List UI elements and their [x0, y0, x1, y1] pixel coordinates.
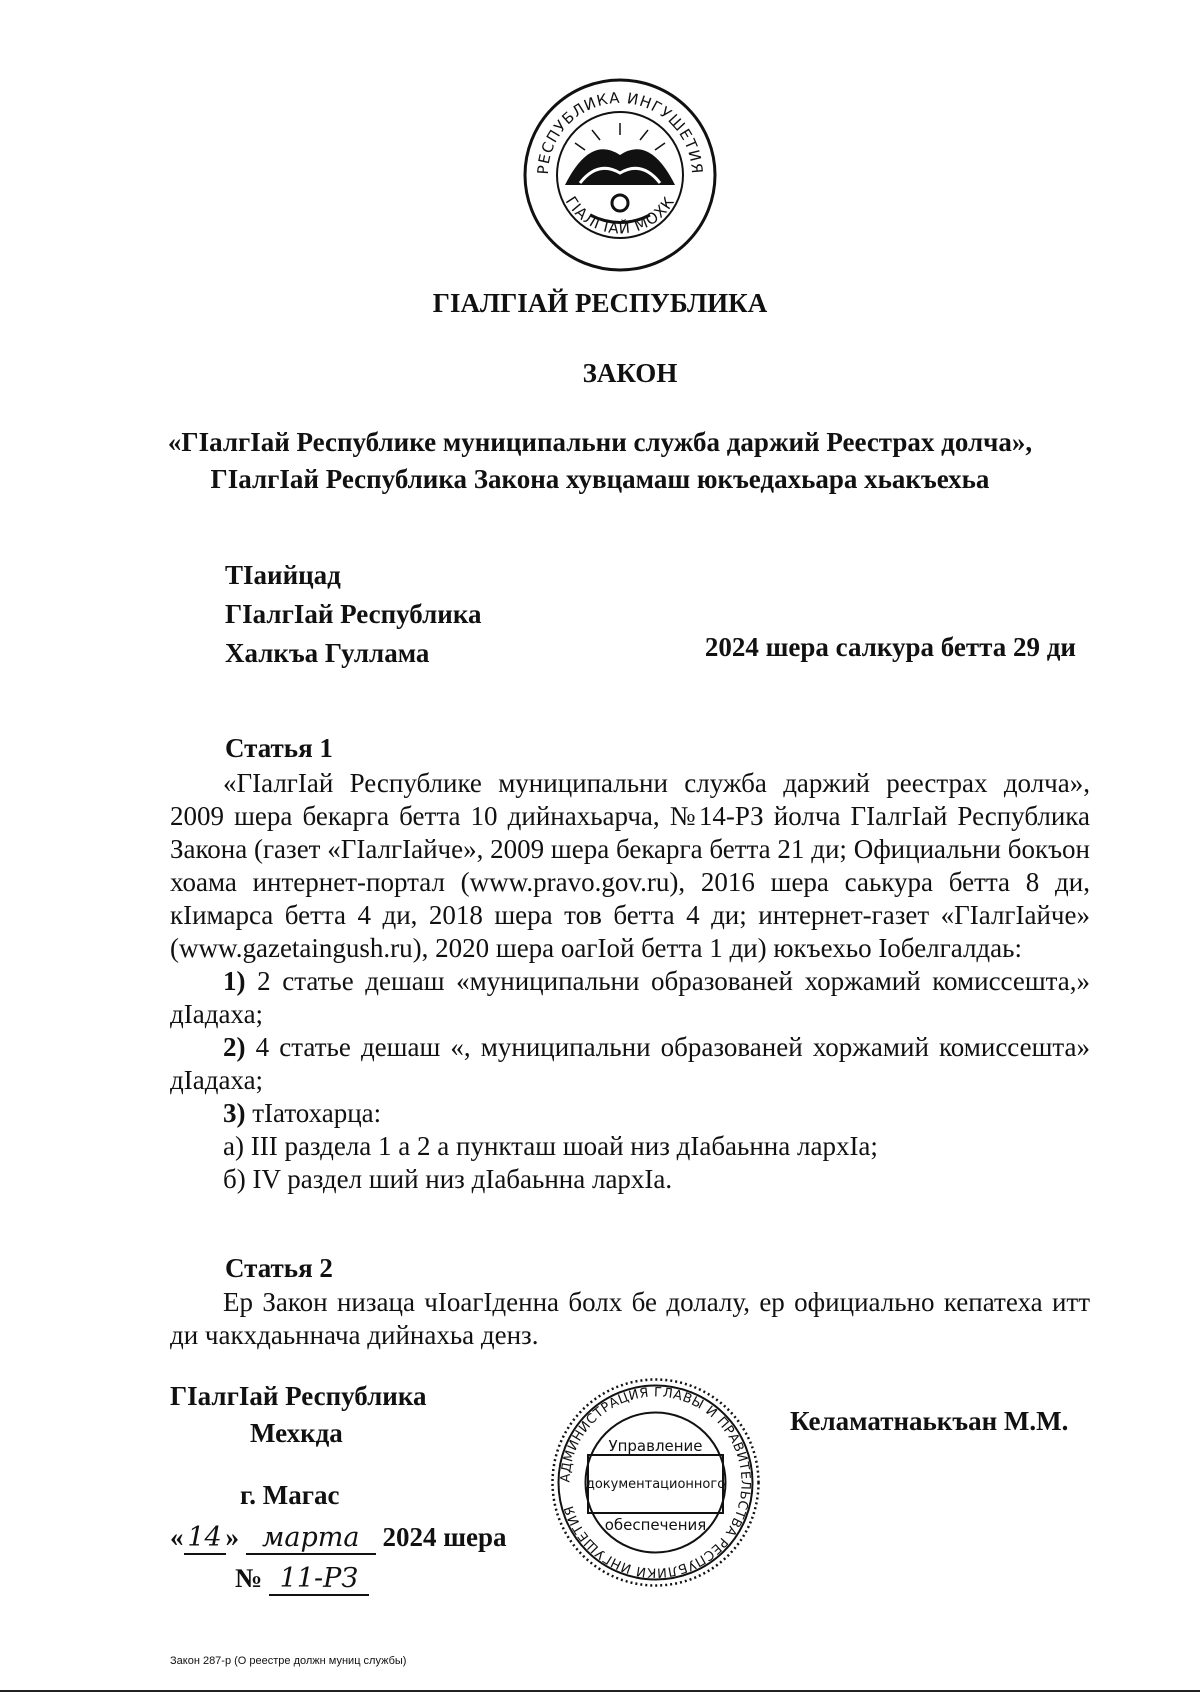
- article1-item2: [170, 1031, 1090, 1097]
- date-open-quote: «: [170, 1522, 184, 1552]
- signatory-position: Мехкда: [250, 1418, 343, 1448]
- article1-item3b: б) IV раздел ший низ дIабаьнна лархIа.: [223, 1164, 673, 1194]
- republic-heading: ГIАЛГIАЙ РЕСПУБЛИКА: [432, 288, 768, 318]
- svg-text:РЕСПУБЛИКА ИНГУШЕТИЯ: РЕСПУБЛИКА ИНГУШЕТИЯ: [533, 88, 707, 176]
- item3-text: тIатохарца:: [252, 1098, 382, 1128]
- article2-text: Ер Закон низаца чIоагIденна болх бе долалу, ер официально кепатеха итт ди чакхдаьннача дийнахьа денз.: [170, 1287, 1090, 1350]
- article1-body: [170, 767, 1090, 1196]
- official-stamp: [548, 1375, 763, 1590]
- number-label: №: [235, 1563, 263, 1593]
- svg-text:Управление: Управление: [608, 1437, 703, 1455]
- article1-item3a: а) III раздела 1 а 2 а пункташ шоай низ дIабаьнна лархIа;: [223, 1131, 878, 1161]
- adopted-body-line2: Халкъа Гуллама: [225, 638, 430, 668]
- article2-heading: Статья 2: [225, 1253, 333, 1283]
- adoption-date: 2024 шера салкура бетта 29 ди: [704, 632, 1076, 662]
- law-title: [100, 424, 1100, 498]
- date-day: 14: [184, 1522, 226, 1555]
- signatory-name: Келаматнаькъан М.М.: [790, 1406, 1069, 1436]
- footer-note: Закон 287-р (О реестре должн муниц службы): [170, 1655, 407, 1667]
- svg-text:обеспечения: обеспечения: [604, 1516, 707, 1534]
- date-month: марта: [246, 1522, 376, 1555]
- document-type: ЗАКОН: [582, 358, 678, 388]
- article2-body: [170, 1286, 1090, 1352]
- adopted-label: ТIаийцад: [225, 560, 341, 590]
- article1-item1: [170, 965, 1090, 1031]
- adopted-body-line1: ГIалгIай Республика: [225, 599, 482, 629]
- signatory-title: [170, 1378, 426, 1452]
- item3-number: 3): [223, 1098, 246, 1128]
- date-year: 2024 шера: [382, 1522, 507, 1552]
- republic-emblem: [520, 75, 720, 275]
- law-number: [235, 1563, 369, 1596]
- item1-text: 2 статье дешаш «муниципальни образованей хоржамий комиссешта,» дIадаха;: [170, 966, 1091, 1029]
- svg-text:документационного: документационного: [585, 1477, 726, 1492]
- article1-intro: «ГIалгIай Республике муниципальни служба даржий реестрах долча», 2009 шера бекарга бетта 10 дийнахьарча, №14-РЗ йолча ГIалгIай Республика Закона (газет «ГIалгIайче», 2009 шера бекарга бетта 21 ди; Официальни бокъон хоама интернет-портал (www.pravo.gov.ru), 2016 шера саькура бетта 8 ди, кIимарса бетта 4 ди, 2018 шера тов бетта 4 ди; интернет-газет «ГIалгIайче» (www.gazetaingush.ru), 2020 шера оагIой бетта 1 ди) юкъехьо Iобелгалдаь:: [170, 768, 1090, 963]
- signing-place: г. Магас: [240, 1480, 340, 1510]
- item2-number: 2): [223, 1032, 246, 1062]
- adoption-block: [225, 556, 481, 673]
- signatory-org: ГIалгIай Республика: [170, 1381, 427, 1411]
- date-close-quote: »: [225, 1522, 239, 1552]
- article1-heading: Статья 1: [225, 733, 333, 763]
- article1-item3: [170, 1097, 1090, 1130]
- law-title-line1: «ГIалгIай Республике муниципальни служба даржий Реестрах долча»,: [167, 427, 1033, 457]
- item1-number: 1): [223, 966, 246, 996]
- law-title-line2: ГIалгIай Республика Закона хувцамаш юкъедахьара хьакъехьа: [210, 464, 990, 494]
- signing-date: [170, 1522, 507, 1555]
- number-value: 11-РЗ: [269, 1563, 369, 1596]
- svg-text:АДМИНИСТРАЦИЯ ГЛАВЫ И ПРАВИТЕЛ: АДМИНИСТРАЦИЯ ГЛАВЫ И ПРАВИТЕЛЬСТВА РЕСПУБЛИКИ ИНГУШЕТИЯ: [558, 1385, 753, 1580]
- item2-text: 4 статье дешаш «, муниципальни образованей хоржамий комиссешта» дIадаха;: [170, 1032, 1090, 1095]
- svg-text:ГIАЛГIАЙ МОХК: ГIАЛГIАЙ МОХК: [561, 193, 679, 238]
- page-bottom-line: [0, 1690, 1200, 1692]
